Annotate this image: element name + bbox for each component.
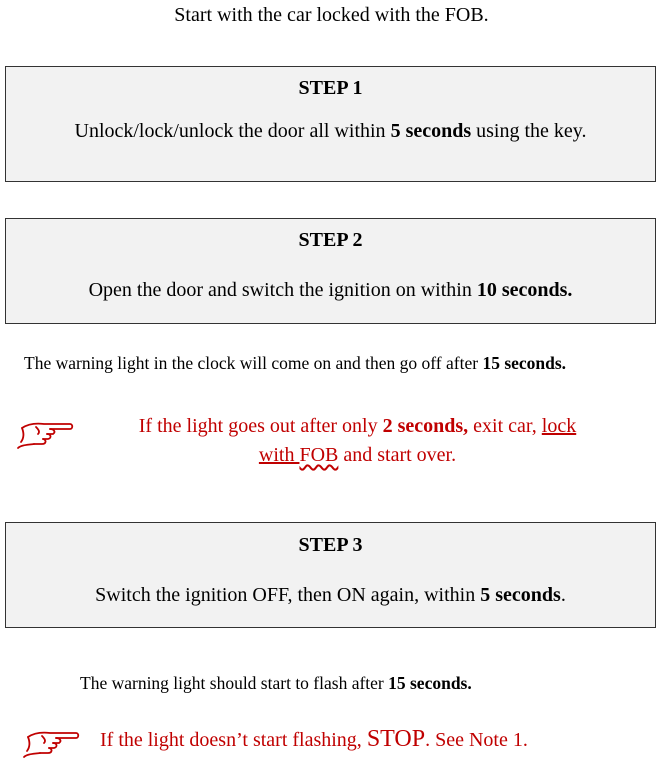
step-3-title: STEP 3 xyxy=(298,534,363,556)
warning-1 xyxy=(80,412,635,470)
step-1-text-post: using the key. xyxy=(471,120,587,142)
warning-1-lock-link: lock xyxy=(541,415,577,437)
note-1 xyxy=(24,352,566,374)
step-2-title: STEP 2 xyxy=(298,229,363,251)
warning-1-line-1 xyxy=(80,412,635,441)
warning-1-with-text: with xyxy=(258,444,300,466)
warning-2-text-pre: If the light doesn’t start flashing, xyxy=(100,729,367,751)
note-1-text-bold: 15 seconds. xyxy=(482,353,567,373)
warning-1-fob-text: FOB xyxy=(299,444,339,466)
pointing-hand-icon xyxy=(20,724,80,764)
warning-1-text-post: and start over. xyxy=(338,444,457,466)
step-1-text-bold: 5 seconds xyxy=(390,120,472,142)
step-3-instruction xyxy=(6,583,655,607)
step-2-text-pre: Open the door and switch the ignition on within xyxy=(88,279,477,301)
warning-1-text-mid: exit car, xyxy=(468,415,542,437)
step-3-text-post: . xyxy=(560,584,566,606)
intro-text: Start with the car locked with the FOB. xyxy=(174,4,489,26)
step-1-box xyxy=(5,66,656,182)
step-1-instruction xyxy=(6,119,655,143)
step-1-text-pre: Unlock/lock/unlock the door all within xyxy=(74,120,391,142)
step-1-title: STEP 1 xyxy=(298,77,363,99)
note-1-text-pre: The warning light in the clock will come on and then go off after xyxy=(24,353,483,373)
step-3-box xyxy=(5,522,656,628)
pointing-hand-icon xyxy=(14,415,74,455)
step-3-text-pre: Switch the ignition OFF, then ON again, within xyxy=(95,584,481,606)
note-2 xyxy=(80,672,472,694)
step-2-box xyxy=(5,218,656,324)
note-2-text-pre: The warning light should start to flash after xyxy=(80,673,389,693)
warning-1-text-pre: If the light goes out after only xyxy=(138,415,383,437)
warning-1-text-bold: 2 seconds, xyxy=(382,415,469,437)
warning-2-text-post: . See Note 1. xyxy=(425,729,528,751)
note-2-text-bold: 15 seconds. xyxy=(388,673,472,693)
step-3-text-bold: 5 seconds xyxy=(480,584,561,606)
step-2-text-bold: 10 seconds. xyxy=(476,279,573,301)
warning-2-stop: STOP xyxy=(366,726,426,752)
step-2-instruction xyxy=(6,278,655,302)
warning-1-line-2 xyxy=(80,441,635,470)
warning-2 xyxy=(100,725,528,755)
